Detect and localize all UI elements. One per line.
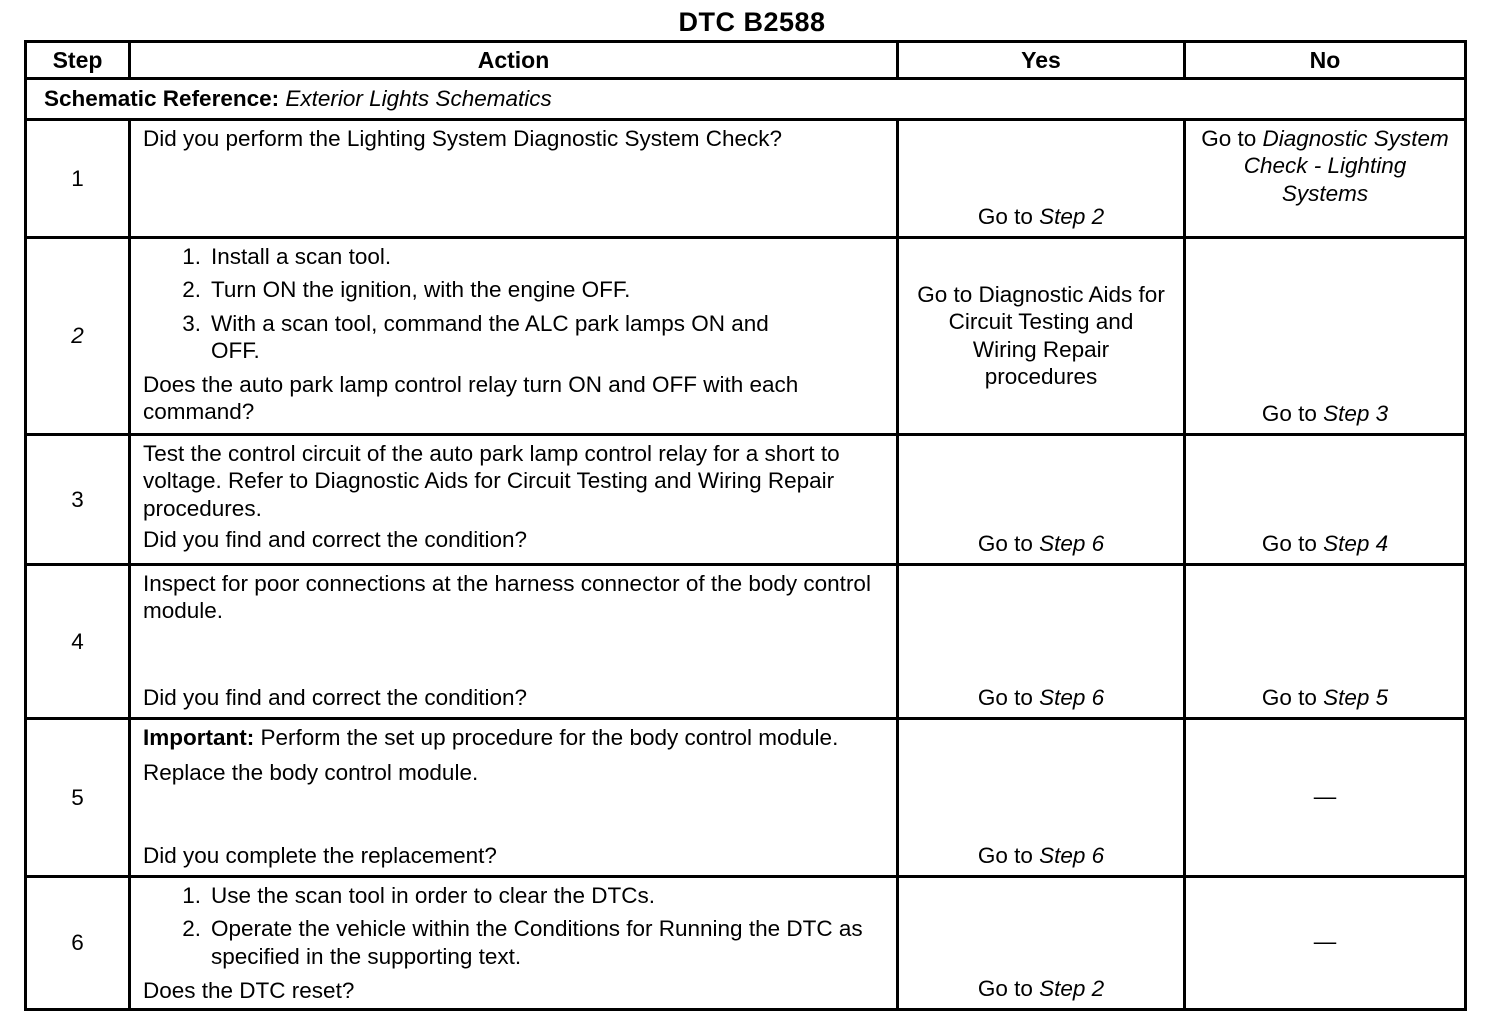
substep-number: 2. <box>182 916 201 942</box>
no-cell <box>1185 565 1466 719</box>
step-number: 3 <box>26 435 130 565</box>
yes-cell <box>898 435 1185 565</box>
dtc-table <box>24 40 1467 1011</box>
yes-cell <box>898 120 1185 238</box>
substep <box>143 310 886 365</box>
substep-list <box>143 882 886 970</box>
goto-label: Go to <box>1261 400 1317 426</box>
action-text: Replace the body control module. <box>143 760 479 786</box>
yes-goto[interactable] <box>899 842 1183 869</box>
header-yes: Yes <box>898 42 1185 79</box>
substep-number: 1. <box>182 883 201 908</box>
goto-target: Diagnostic System Check - Lighting Systems <box>1243 126 1449 206</box>
goto-target: Step 2 <box>1039 203 1105 229</box>
substep-number: 3. <box>182 310 201 336</box>
yes-goto[interactable] <box>899 684 1183 711</box>
no-dash: — <box>1313 928 1337 954</box>
important-label: Important: <box>143 725 255 750</box>
schematic-link[interactable]: Exterior Lights Schematics <box>285 86 552 112</box>
no-cell <box>1185 719 1466 877</box>
step-number: 1 <box>26 120 130 238</box>
goto-target: Step 5 <box>1323 684 1389 710</box>
yes-cell <box>898 719 1185 877</box>
yes-cell <box>898 238 1185 435</box>
goto-label: Go to <box>1261 684 1317 710</box>
goto-label: Go to <box>977 975 1033 1001</box>
substep <box>143 915 886 970</box>
substep-text: With a scan tool, command the ALC park lamps ON and OFF. <box>211 310 769 364</box>
no-cell <box>1185 877 1466 1010</box>
question-text: Did you complete the replacement? <box>143 842 497 868</box>
substep <box>143 276 886 303</box>
action-text: Did you perform the Lighting System Diagnostic System Check? <box>143 126 783 151</box>
no-goto[interactable] <box>1186 400 1464 427</box>
no-cell <box>1185 120 1466 238</box>
goto-target: Step 3 <box>1323 400 1389 426</box>
goto-target: Step 4 <box>1323 530 1389 556</box>
yes-goto[interactable] <box>899 530 1183 557</box>
action-cell <box>130 877 898 1010</box>
question-text: Did you find and correct the condition? <box>143 527 527 553</box>
substep-text: Operate the vehicle within the Conditions for Running the DTC as specified in the supporting text. <box>211 916 863 969</box>
goto-label: Go to <box>977 842 1033 868</box>
table-row <box>26 565 1466 719</box>
yes-cell <box>898 877 1185 1010</box>
goto-target: Step 6 <box>1039 842 1105 868</box>
schematic-row <box>26 79 1466 120</box>
substep <box>143 243 886 270</box>
question-text: Does the auto park lamp control relay turn ON and OFF with each command? <box>143 371 799 425</box>
header-row <box>26 42 1466 79</box>
substep-number: 1. <box>182 244 201 269</box>
table-row <box>26 238 1466 435</box>
no-dash: — <box>1313 783 1337 809</box>
substep-text: Use the scan tool in order to clear the DTCs. <box>211 883 655 908</box>
action-cell <box>130 565 898 719</box>
substep-number: 2. <box>182 277 201 303</box>
substep-list <box>143 243 886 365</box>
header-action: Action <box>130 42 898 79</box>
no-cell <box>1185 238 1466 435</box>
goto-target: Step 6 <box>1039 530 1105 556</box>
table-row <box>26 877 1466 1010</box>
step-number <box>26 238 130 435</box>
step-number-text: 2 <box>71 323 84 349</box>
yes-goto[interactable] <box>899 975 1183 1002</box>
substep <box>143 882 886 909</box>
no-cell <box>1185 435 1466 565</box>
goto-label: Go to <box>1261 530 1317 556</box>
step-number: 4 <box>26 565 130 719</box>
table-row <box>26 435 1466 565</box>
header-step: Step <box>26 42 130 79</box>
goto-label: Go to <box>977 203 1033 229</box>
no-goto[interactable] <box>1186 684 1464 711</box>
step-number: 5 <box>26 719 130 877</box>
goto-label: Go to <box>977 684 1033 710</box>
yes-cell <box>898 565 1185 719</box>
substep-text: Install a scan tool. <box>211 244 392 269</box>
action-cell <box>130 120 898 238</box>
table-row <box>26 120 1466 238</box>
no-goto[interactable] <box>1186 121 1464 207</box>
question-text: Did you find and correct the condition? <box>143 684 527 710</box>
yes-goto[interactable]: Go to Diagnostic Aids for Circuit Testing and Wiring Repair procedures <box>917 282 1165 390</box>
action-text: Test the control circuit of the auto park lamp control relay for a short to voltage. Refer to Diagnostic Aids for Circuit Testing and Wiring Repair procedures. <box>143 441 840 521</box>
action-text: Inspect for poor connections at the harness connector of the body control module. <box>143 571 871 624</box>
page-title: DTC B2588 <box>678 7 826 37</box>
substep-text: Turn ON the ignition, with the engine OFF. <box>211 277 631 303</box>
step-number: 6 <box>26 877 130 1010</box>
no-goto[interactable] <box>1186 530 1464 557</box>
table-row <box>26 719 1466 877</box>
goto-target: Step 6 <box>1039 684 1105 710</box>
goto-label: Go to <box>1201 126 1257 151</box>
goto-label: Go to <box>977 530 1033 556</box>
goto-target: Step 2 <box>1039 975 1105 1001</box>
action-cell <box>130 719 898 877</box>
yes-goto[interactable] <box>899 203 1183 230</box>
action-cell <box>130 238 898 435</box>
action-cell <box>130 435 898 565</box>
important-text: Perform the set up procedure for the body control module. <box>254 725 839 750</box>
header-no: No <box>1185 42 1466 79</box>
schematic-reference <box>26 79 1466 120</box>
question-text: Does the DTC reset? <box>143 977 355 1003</box>
important-note <box>143 724 886 751</box>
schematic-label: Schematic Reference: <box>44 86 280 112</box>
